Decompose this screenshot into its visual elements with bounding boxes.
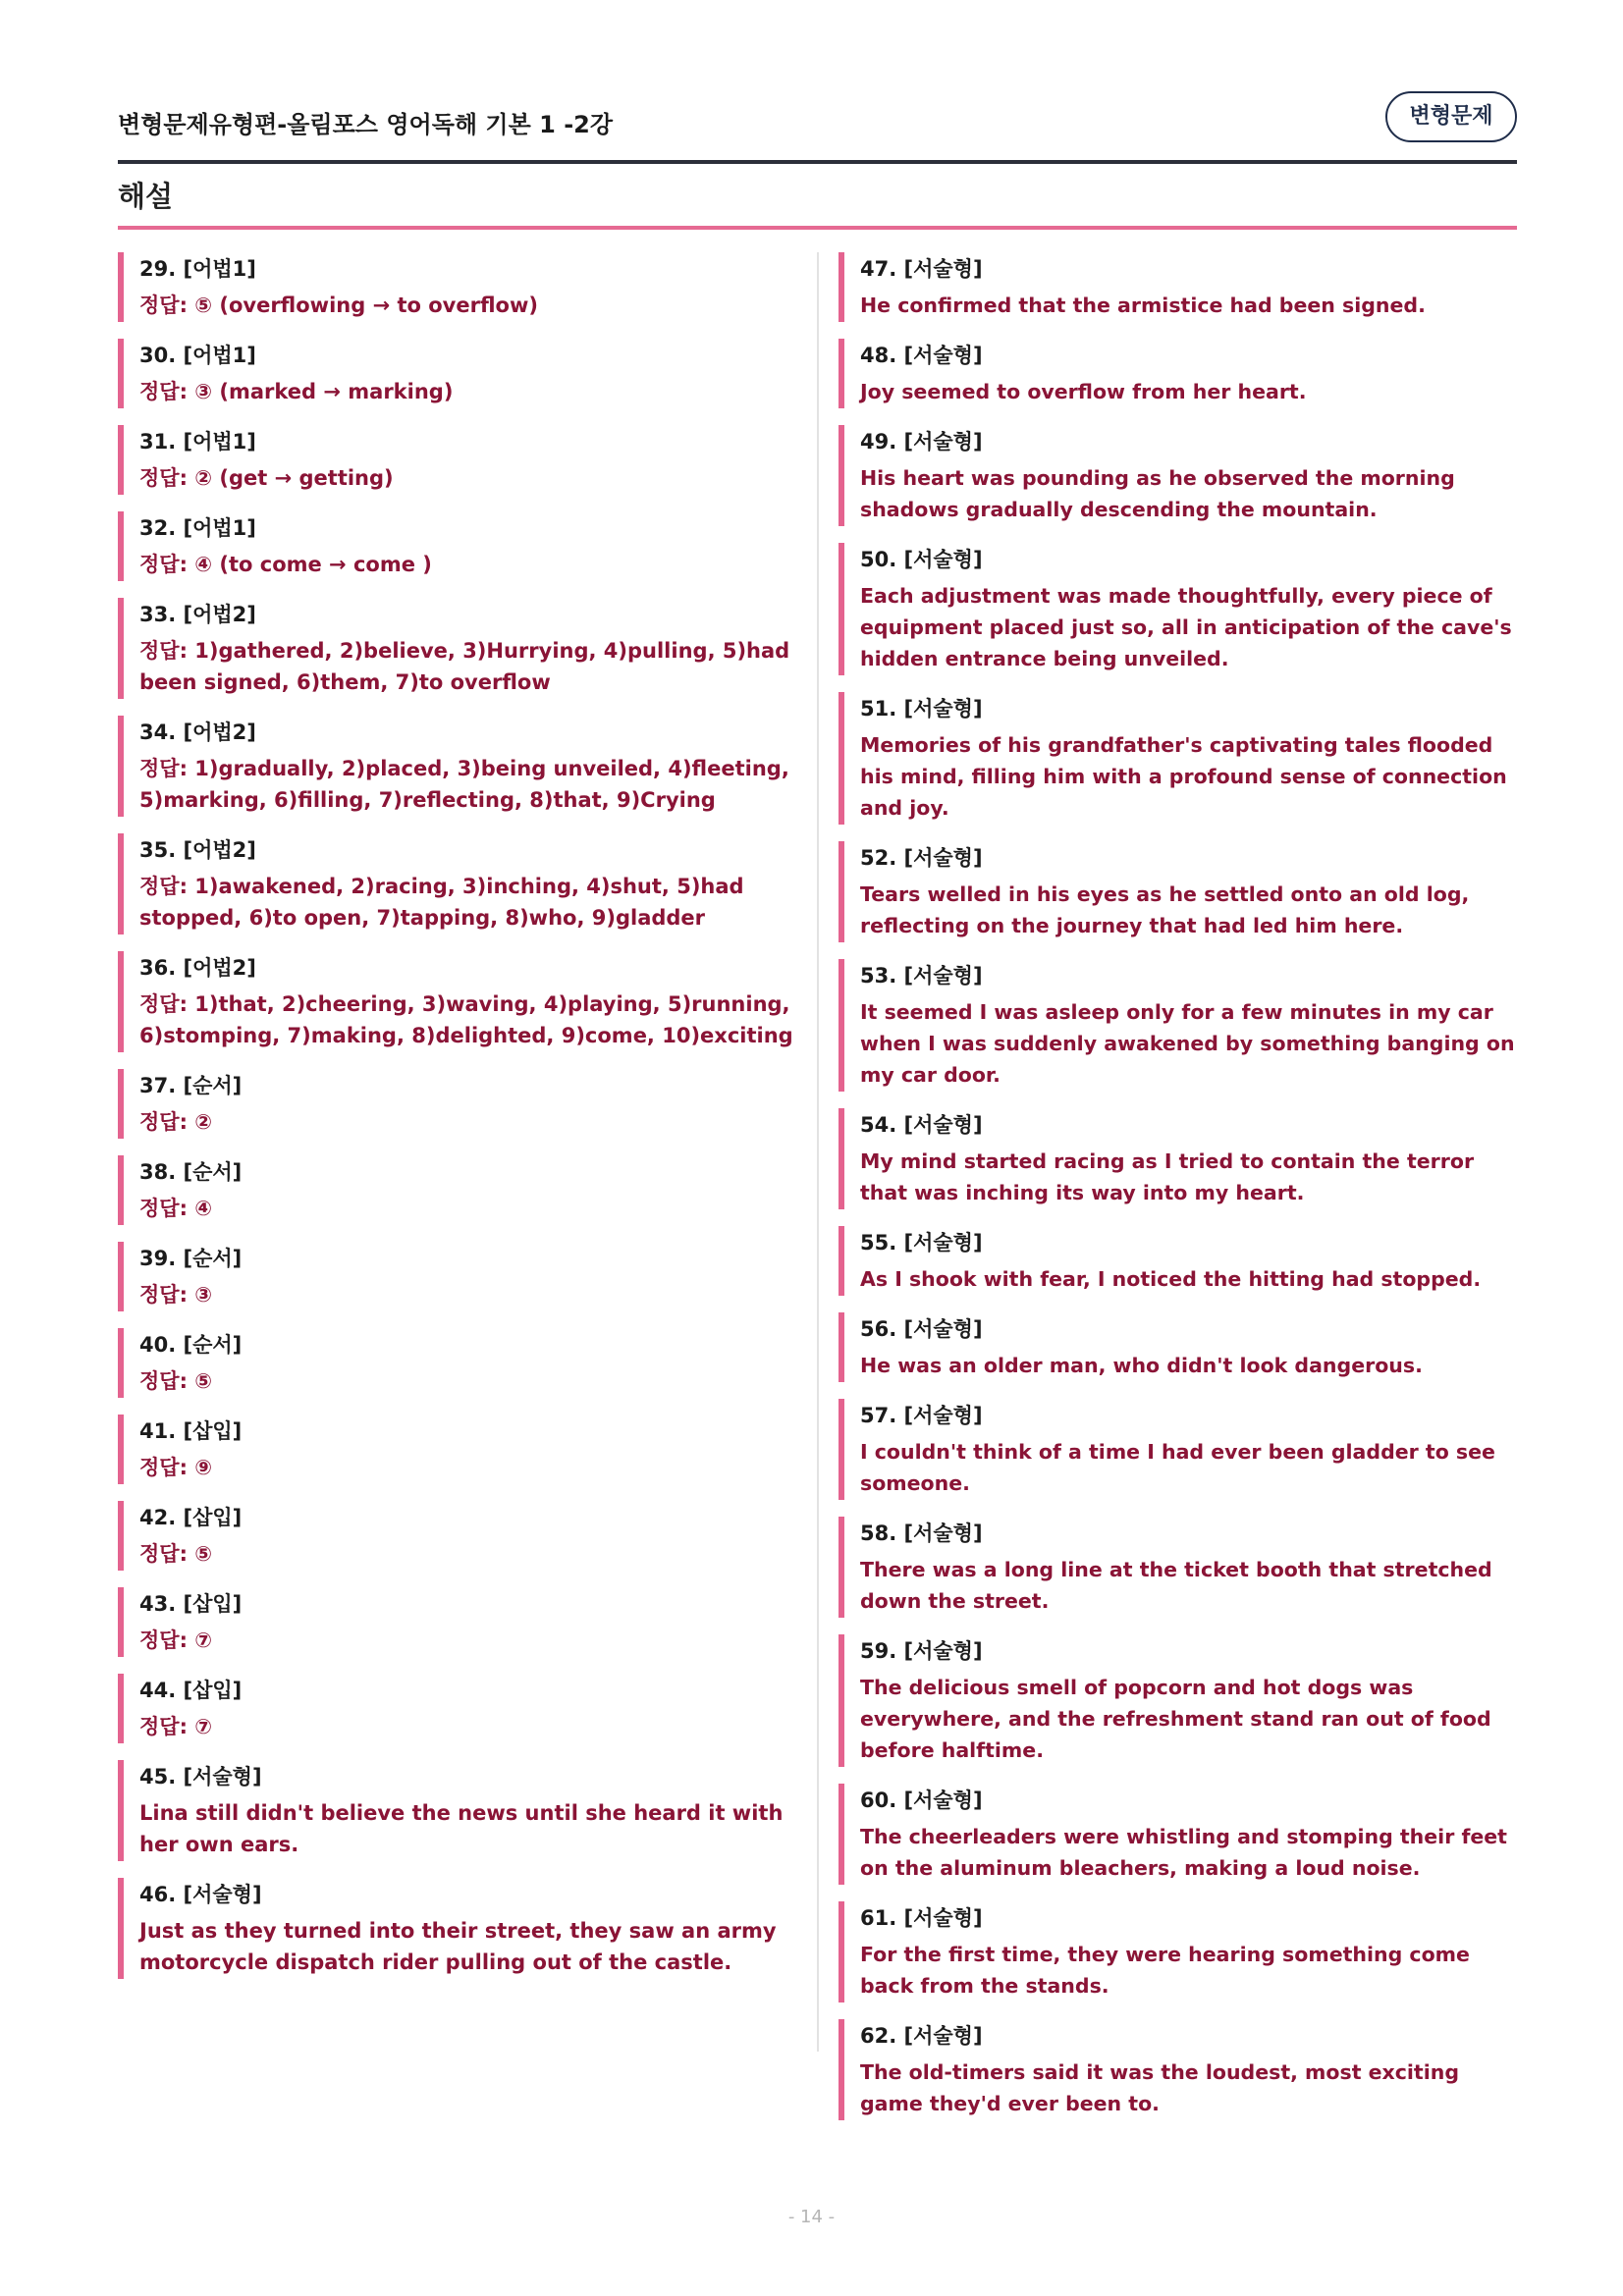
answer-item — [839, 1634, 1526, 1767]
answer-text: 정답: 1)gradually, 2)placed, 3)being unveiled, 4)fleeting, 5)marking, 6)filling, 7)reflecting, 8)that, 9)Crying — [139, 757, 789, 812]
question-label: 41. [삽입] — [139, 1419, 243, 1443]
question-label: 45. [서술형] — [139, 1765, 262, 1789]
answer-text: 정답: ③ — [139, 1283, 213, 1307]
answer-item — [118, 598, 805, 699]
answer-text: Just as they turned into their street, they saw an army motorcycle dispatch rider pulling out of the castle. — [139, 1919, 777, 1974]
answer-item — [118, 1878, 805, 1979]
answer-item — [839, 543, 1526, 675]
question-label: 43. [삽입] — [139, 1592, 243, 1616]
answer-item — [839, 1312, 1526, 1382]
answer-item — [839, 1901, 1526, 2002]
answer-text: 정답: ④ — [139, 1197, 213, 1220]
answer-text: 정답: 1)gathered, 2)believe, 3)Hurrying, 4)pulling, 5)had been signed, 6)them, 7)to overflow — [139, 639, 790, 694]
answer-item — [118, 339, 805, 408]
answer-item — [839, 2019, 1526, 2120]
answer-item — [839, 1517, 1526, 1618]
question-label: 53. [서술형] — [860, 964, 983, 988]
answer-item — [839, 252, 1526, 322]
answer-item — [839, 959, 1526, 1092]
answer-text: As I shook with fear, I noticed the hitting had stopped. — [860, 1267, 1482, 1291]
answer-item — [118, 511, 805, 581]
answer-item — [118, 1155, 805, 1225]
answer-item — [839, 1399, 1526, 1500]
answer-item — [118, 951, 805, 1052]
answer-text: He was an older man, who didn't look dangerous. — [860, 1354, 1423, 1377]
question-label: 55. [서술형] — [860, 1231, 983, 1255]
answer-item — [118, 1242, 805, 1311]
question-label: 36. [어법2] — [139, 956, 256, 980]
answer-item — [118, 1587, 805, 1657]
category-badge: 변형문제 — [1385, 91, 1517, 142]
question-label: 37. [순서] — [139, 1074, 243, 1097]
question-label: 57. [서술형] — [860, 1404, 983, 1427]
question-label: 40. [순서] — [139, 1333, 243, 1357]
answer-item — [118, 716, 805, 817]
answer-text: I couldn't think of a time I had ever been gladder to see someone. — [860, 1440, 1495, 1495]
answer-text: For the first time, they were hearing something come back from the stands. — [860, 1943, 1470, 1998]
answer-text: 정답: 1)that, 2)cheering, 3)waving, 4)playing, 5)running, 6)stomping, 7)making, 8)delighted, 9)come, 10)exciting — [139, 992, 793, 1047]
section-title: 해설 — [118, 180, 174, 213]
answer-item — [839, 841, 1526, 942]
answer-text: It seemed I was asleep only for a few minutes in my car when I was suddenly awakened by something banging on my car door. — [860, 1000, 1515, 1087]
answer-text: He confirmed that the armistice had been signed. — [860, 294, 1426, 317]
answer-text: 정답: ⑦ — [139, 1715, 213, 1738]
question-label: 50. [서술형] — [860, 548, 983, 571]
document-title: 변형문제유형편-올림포스 영어독해 기본 1 -2강 — [118, 111, 614, 138]
question-label: 39. [순서] — [139, 1247, 243, 1270]
question-label: 33. [어법2] — [139, 603, 256, 626]
answer-text: 정답: ⑤ — [139, 1542, 213, 1566]
question-label: 42. [삽입] — [139, 1506, 243, 1529]
question-label: 47. [서술형] — [860, 257, 983, 281]
question-label: 49. [서술형] — [860, 430, 983, 454]
answer-item — [839, 339, 1526, 408]
question-label: 52. [서술형] — [860, 846, 983, 870]
question-label: 51. [서술형] — [860, 697, 983, 721]
answer-text: The delicious smell of popcorn and hot dogs was everywhere, and the refreshment stand ran out of food before halftime. — [860, 1676, 1491, 1762]
answer-item — [839, 425, 1526, 526]
answer-text: 정답: ⑤ (overflowing → to overflow) — [139, 294, 538, 317]
answer-text: 정답: ④ (to come → come ) — [139, 553, 432, 576]
answer-text: 정답: ⑨ — [139, 1456, 213, 1479]
answer-text: His heart was pounding as he observed the morning shadows gradually descending the mountain. — [860, 466, 1455, 521]
answer-item — [118, 1328, 805, 1398]
answer-text: There was a long line at the ticket booth that stretched down the street. — [860, 1558, 1492, 1613]
question-label: 61. [서술형] — [860, 1906, 983, 1930]
left-answer-column — [118, 252, 805, 1996]
question-label: 59. [서술형] — [860, 1639, 983, 1663]
column-divider — [817, 252, 819, 2052]
question-label: 44. [삽입] — [139, 1679, 243, 1702]
question-label: 56. [서술형] — [860, 1317, 983, 1341]
answer-text: My mind started racing as I tried to contain the terror that was inching its way into my heart. — [860, 1149, 1475, 1204]
question-label: 29. [어법1] — [139, 257, 256, 281]
answer-item — [839, 1784, 1526, 1885]
answer-text: 정답: ⑤ — [139, 1369, 213, 1393]
question-label: 48. [서술형] — [860, 344, 983, 367]
answer-item — [839, 1226, 1526, 1296]
answer-item — [839, 1108, 1526, 1209]
answer-item — [118, 1674, 805, 1743]
page-number: - 14 - — [787, 2207, 836, 2227]
section-divider — [118, 226, 1517, 230]
answer-item — [118, 1069, 805, 1139]
question-label: 38. [순서] — [139, 1160, 243, 1184]
answer-text: The cheerleaders were whistling and stomping their feet on the aluminum bleachers, making a loud noise. — [860, 1825, 1507, 1880]
answer-text: Memories of his grandfather's captivating tales flooded his mind, filling him with a profound sense of connection and joy. — [860, 733, 1507, 820]
answer-text: 정답: ② — [139, 1110, 213, 1134]
right-answer-column — [839, 252, 1526, 2137]
question-label: 32. [어법1] — [139, 516, 256, 540]
answer-text: 정답: ③ (marked → marking) — [139, 380, 454, 403]
answer-item — [118, 1415, 805, 1484]
question-label: 62. [서술형] — [860, 2024, 983, 2048]
answer-item — [118, 425, 805, 495]
answer-text: 정답: 1)awakened, 2)racing, 3)inching, 4)shut, 5)had stopped, 6)to open, 7)tapping, 8)who, 9)gladder — [139, 875, 744, 930]
question-label: 60. [서술형] — [860, 1789, 983, 1812]
question-label: 46. [서술형] — [139, 1883, 262, 1906]
question-label: 54. [서술형] — [860, 1113, 983, 1137]
answer-item — [118, 833, 805, 934]
page-header — [118, 91, 1517, 164]
question-label: 35. [어법2] — [139, 838, 256, 862]
answer-text: Joy seemed to overflow from her heart. — [860, 380, 1307, 403]
answer-text: Tears welled in his eyes as he settled onto an old log, reflecting on the journey that had led him here. — [860, 882, 1470, 937]
question-label: 31. [어법1] — [139, 430, 256, 454]
question-label: 58. [서술형] — [860, 1522, 983, 1545]
answer-text: The old-timers said it was the loudest, most exciting game they'd ever been to. — [860, 2060, 1460, 2115]
answer-item — [839, 692, 1526, 825]
answer-text: Each adjustment was made thoughtfully, every piece of equipment placed just so, all in anticipation of the cave's hidden entrance being unveiled. — [860, 584, 1512, 670]
answer-text: 정답: ② (get → getting) — [139, 466, 394, 490]
question-label: 30. [어법1] — [139, 344, 256, 367]
answer-text: 정답: ⑦ — [139, 1629, 213, 1652]
question-label: 34. [어법2] — [139, 721, 256, 744]
answer-item — [118, 1501, 805, 1571]
answer-text: Lina still didn't believe the news until she heard it with her own ears. — [139, 1801, 784, 1856]
answer-item — [118, 1760, 805, 1861]
answer-item — [118, 252, 805, 322]
